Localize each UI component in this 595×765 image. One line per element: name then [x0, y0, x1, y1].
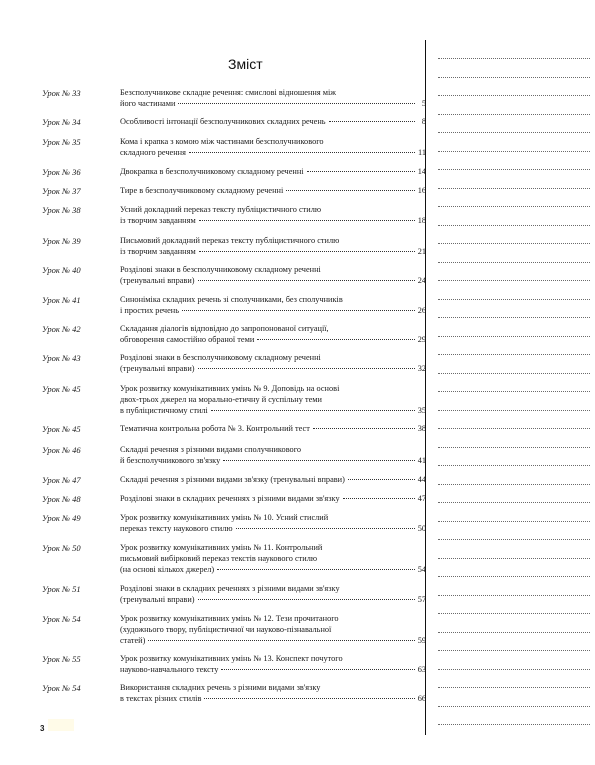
- lesson-title: [120, 166, 426, 177]
- page-ref: 35: [417, 406, 426, 416]
- lesson-title-line: Синоніміка складних речень зі сполучниками, без сполучників: [120, 295, 343, 304]
- dot-leader: [189, 152, 415, 153]
- note-line: [438, 58, 590, 59]
- lesson-title-line: письмовий вибірковий переказ текстів наукового стилю: [120, 554, 318, 564]
- lesson-title-line: Складні речення з різними видами сполучникового: [120, 445, 302, 454]
- lesson-title-line: із творчим завданням: [120, 216, 196, 226]
- note-line: [438, 465, 590, 466]
- dot-leader: [217, 569, 415, 570]
- note-line: [438, 373, 590, 374]
- note-line: [438, 299, 590, 300]
- lesson-number: Урок № 50: [42, 543, 81, 553]
- lesson-title: [120, 423, 426, 434]
- lesson-title: [120, 493, 426, 504]
- lesson-title: [120, 474, 426, 485]
- lesson-title-line: двох-трьох джерел на морально-етичну й суспільну теми: [120, 395, 322, 405]
- lesson-title: [120, 87, 426, 109]
- lesson-number: Урок № 36: [42, 167, 81, 177]
- lesson-title-line: статей): [120, 636, 146, 646]
- note-line: [438, 188, 590, 189]
- lesson-number: Урок № 54: [42, 683, 81, 693]
- dot-leader: [198, 368, 415, 369]
- lesson-title: [120, 264, 426, 286]
- dot-leader: [198, 599, 415, 600]
- lesson-title-line: складного речення: [120, 148, 186, 158]
- lesson-number: Урок № 33: [42, 88, 81, 98]
- note-line: [438, 410, 590, 411]
- note-line: [438, 669, 590, 670]
- note-line: [438, 521, 590, 522]
- page-ref: 32: [417, 364, 426, 374]
- lesson-title-line: (тренувальні вправи): [120, 276, 195, 286]
- lesson-title-line: Розділові знаки в безсполучниковому складному реченні: [120, 265, 321, 274]
- dot-leader: [343, 498, 415, 499]
- lesson-title-line: Тематична контрольна робота № 3. Контрольний тест: [120, 424, 310, 433]
- note-line: [438, 132, 590, 133]
- note-line: [438, 650, 590, 651]
- lesson-title-line: Письмовий докладний переказ тексту публіцистичного стилю: [120, 236, 340, 245]
- lesson-number: Урок № 35: [42, 137, 81, 147]
- lesson-title: [120, 185, 426, 196]
- lesson-title: [120, 512, 426, 534]
- lesson-title: [120, 204, 426, 226]
- dot-leader: [348, 479, 415, 480]
- lesson-number: Урок № 43: [42, 353, 81, 363]
- dot-leader: [236, 528, 415, 529]
- page-number-badge: [48, 719, 74, 731]
- note-line: [438, 428, 590, 429]
- page-ref: 29: [417, 335, 426, 345]
- page-ref: 5: [421, 99, 426, 109]
- lesson-number: Урок № 48: [42, 494, 81, 504]
- lesson-title-line: Безсполучникове складне речення: смислові відношення між: [120, 88, 337, 97]
- lesson-title-line: Розділові знаки в складних реченнях з різними видами зв'язку: [120, 584, 340, 593]
- page-ref: 24: [417, 276, 426, 286]
- note-line: [438, 391, 590, 392]
- page-ref: 54: [417, 565, 426, 575]
- page-ref: 18: [417, 216, 426, 226]
- lesson-title-line: Розділові знаки в складних реченнях з різними видами зв'язку: [120, 494, 340, 503]
- dot-leader: [148, 640, 414, 641]
- note-line: [438, 77, 590, 78]
- note-line: [438, 502, 590, 503]
- dot-leader: [204, 698, 414, 699]
- note-line: [438, 243, 590, 244]
- lesson-title: [120, 116, 426, 127]
- page-ref: 50: [417, 524, 426, 534]
- note-line: [438, 539, 590, 540]
- lesson-title-line: Використання складних речень з різними видами зв'язку: [120, 683, 321, 692]
- note-line: [438, 632, 590, 633]
- lesson-title-line: Урок розвитку комунікативних умінь № 11. Контрольний: [120, 543, 323, 552]
- lesson-title-line: Тире в безсполучниковому складному реченні: [120, 186, 284, 195]
- page-ref: 14: [417, 167, 426, 176]
- dot-leader: [198, 280, 415, 281]
- note-line: [438, 447, 590, 448]
- lesson-title-line: із творчим завданням: [120, 247, 196, 257]
- lesson-number: Урок № 45: [42, 384, 81, 394]
- lesson-title-line: Складання діалогів відповідно до запропонованої ситуації,: [120, 324, 329, 333]
- note-line: [438, 595, 590, 596]
- lesson-title-line: Урок розвитку комунікативних умінь № 9. Доповідь на основі: [120, 384, 340, 393]
- lesson-number: Урок № 34: [42, 117, 81, 127]
- page-ref: 63: [417, 665, 426, 675]
- page-ref: 47: [417, 494, 426, 503]
- note-line: [438, 206, 590, 207]
- lesson-number: Урок № 47: [42, 475, 81, 485]
- dot-leader: [313, 428, 415, 429]
- page-ref: 41: [417, 456, 426, 466]
- note-line: [438, 576, 590, 577]
- dot-leader: [199, 220, 415, 221]
- note-line: [438, 724, 590, 725]
- lesson-title-line: Усний докладний переказ тексту публіцистичного стилю: [120, 205, 322, 214]
- lesson-title: [120, 383, 426, 417]
- note-line: [438, 613, 590, 614]
- lesson-title-line: обговорення самостійно обраної теми: [120, 335, 255, 345]
- dot-leader: [286, 190, 414, 191]
- lesson-title: [120, 136, 426, 158]
- lesson-title-line: Особливості інтонації безсполучникових складних речень: [120, 117, 326, 126]
- lesson-number: Урок № 49: [42, 513, 81, 523]
- note-line: [438, 280, 590, 281]
- lesson-title-line: Кома і крапка з комою між частинами безсполучникового: [120, 137, 324, 146]
- dot-leader: [223, 460, 414, 461]
- dot-leader: [178, 103, 415, 104]
- lesson-number: Урок № 37: [42, 186, 81, 196]
- note-line: [438, 95, 590, 96]
- note-line: [438, 687, 590, 688]
- page-title: Зміст: [228, 56, 263, 72]
- note-line: [438, 706, 590, 707]
- dot-leader: [329, 121, 415, 122]
- lesson-number: Урок № 41: [42, 295, 81, 305]
- lesson-title: [120, 323, 426, 345]
- dot-leader: [199, 251, 415, 252]
- lesson-number: Урок № 51: [42, 584, 81, 594]
- lesson-title: [120, 444, 426, 466]
- lesson-title: [120, 613, 426, 647]
- lesson-title-line: (художнього твору, публіцистичної чи науково-пізнавальної: [120, 625, 332, 635]
- note-line: [438, 114, 590, 115]
- dot-leader: [257, 339, 414, 340]
- lesson-number: Урок № 39: [42, 236, 81, 246]
- lesson-title-line: Урок розвитку комунікативних умінь № 13. Конспект почутого: [120, 654, 343, 663]
- page-ref: 44: [417, 475, 426, 484]
- lesson-number: Урок № 46: [42, 445, 81, 455]
- lesson-number: Урок № 54: [42, 614, 81, 624]
- lesson-title: [120, 235, 426, 257]
- lesson-title: [120, 682, 426, 704]
- lesson-title-line: і простих речень: [120, 306, 179, 316]
- lesson-title-line: Складні речення з різними видами зв'язку (тренувальні вправи): [120, 475, 345, 484]
- page-ref: 66: [417, 694, 426, 704]
- note-line: [438, 484, 590, 485]
- dot-leader: [211, 410, 415, 411]
- note-line: [438, 354, 590, 355]
- page-ref: 59: [417, 636, 426, 646]
- page-ref: 57: [417, 595, 426, 605]
- lesson-title: [120, 352, 426, 374]
- dot-leader: [307, 171, 415, 172]
- page-ref: 38: [417, 424, 426, 433]
- lesson-title-line: (на основі кількох джерел): [120, 565, 215, 575]
- lesson-title: [120, 294, 426, 316]
- lesson-title-line: науково-навчального тексту: [120, 665, 219, 675]
- lesson-number: Урок № 55: [42, 654, 81, 664]
- lesson-title: [120, 542, 426, 576]
- note-line: [438, 225, 590, 226]
- lesson-title-line: Розділові знаки в безсполучниковому складному реченні: [120, 353, 321, 362]
- lesson-title-line: (тренувальні вправи): [120, 364, 195, 374]
- dot-leader: [182, 310, 415, 311]
- lesson-title-line: переказ тексту наукового стилю: [120, 524, 233, 534]
- note-line: [438, 558, 590, 559]
- lesson-number: Урок № 40: [42, 265, 81, 275]
- page-ref: 26: [417, 306, 426, 316]
- page-ref: 21: [417, 247, 426, 257]
- lesson-title-line: й безсполучникового зв'язку: [120, 456, 221, 466]
- lesson-title-line: в публіцистичному стилі: [120, 406, 208, 416]
- lesson-number: Урок № 38: [42, 205, 81, 215]
- lesson-title: [120, 653, 426, 675]
- page-ref: 11: [418, 148, 426, 158]
- note-line: [438, 317, 590, 318]
- page-ref: 16: [417, 186, 426, 195]
- page-number: 3: [40, 724, 45, 733]
- note-line: [438, 169, 590, 170]
- lesson-number: Урок № 45: [42, 424, 81, 434]
- dot-leader: [221, 669, 414, 670]
- lesson-title-line: Двокрапка в безсполучниковому складному реченні: [120, 167, 304, 176]
- note-line: [438, 151, 590, 152]
- page-ref: 8: [421, 117, 426, 126]
- lesson-title-line: в текстах різних стилів: [120, 694, 202, 704]
- lesson-title-line: Урок розвитку комунікативних умінь № 12. Тези прочитаного: [120, 614, 339, 623]
- lesson-title-line: Урок розвитку комунікативних умінь № 10. Усний стислий: [120, 513, 329, 522]
- lesson-title-line: його частинами: [120, 99, 176, 109]
- lesson-number: Урок № 42: [42, 324, 81, 334]
- lesson-title-line: (тренувальні вправи): [120, 595, 195, 605]
- note-line: [438, 262, 590, 263]
- note-line: [438, 336, 590, 337]
- lesson-title: [120, 583, 426, 605]
